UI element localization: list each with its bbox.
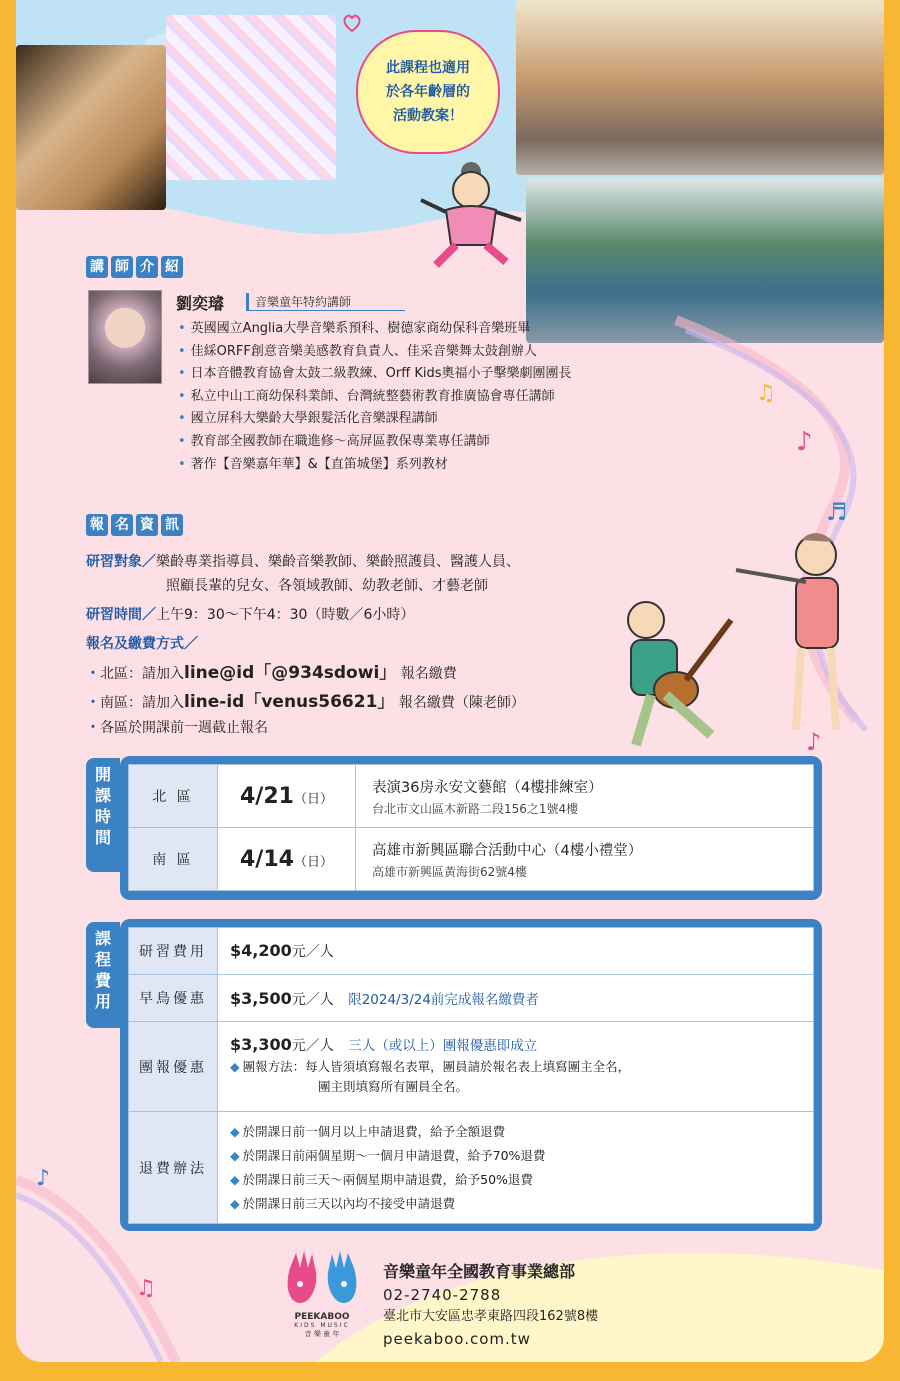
website-link[interactable]: peekaboo.com.tw (383, 1330, 531, 1348)
course-time: 研習時間／上午9：30～下午4：30（時數／6小時） (86, 607, 415, 623)
region-cell: 南 區 (129, 828, 218, 891)
credential-item: • 英國國立Anglia大學音樂系預科、樹德家商幼保科音樂班畢 (178, 318, 572, 341)
lecturer-credentials (178, 318, 572, 476)
kids-drawings-photo (166, 15, 336, 180)
lecturer-avatar (88, 290, 162, 384)
schedule-label: 開 課 時 間 (86, 758, 120, 872)
promo-text: 此課程也適用 於各年齡層的 活動教案！ (386, 60, 470, 124)
svg-text:♪: ♪ (36, 1166, 51, 1191)
heart-icon (341, 12, 363, 34)
date-cell: 4/14（日） (218, 828, 356, 891)
table-row (129, 765, 814, 828)
org-name: 音樂童年全國教育事業總部 (383, 1262, 576, 1281)
south-registration: ・南區：請加入line-id「venus56621」 報名繳費（陳老師） (86, 692, 525, 712)
svg-text:♫: ♫ (756, 381, 776, 406)
fee-value-cell: $3,500元／人 限2024/3/24前完成報名繳費者 (218, 975, 814, 1022)
registration-deadline: ・各區於開課前一週截止報名 (86, 720, 268, 736)
credential-item: • 私立中山工商幼保科業師、台灣統整藝術教育推廣協會專任講師 (178, 386, 572, 409)
table-row (129, 1022, 814, 1112)
lecturer-name: 劉奕璿 (176, 294, 225, 313)
poster-body (16, 0, 884, 1362)
fee-value-cell: $3,300元／人 三人（或以上）團報優惠即成立 ◆ 團報方法：每人皆須填寫報名表單，團員請於報名表上填寫團主全名， 團主則填寫所有團員全名。 (218, 1022, 814, 1112)
fee-label-cell: 早鳥優惠 (129, 975, 218, 1022)
target-audience: 研習對象／樂齡專業指導員、樂齡音樂教師、樂齡照護員、醫護人員、 (86, 554, 520, 570)
credential-item: • 著作【音樂嘉年華】&【直笛城堡】系列教材 (178, 454, 572, 477)
credential-item: • 國立屏科大樂齡大學銀髮活化音樂課程講師 (178, 408, 572, 431)
lecturer-section-label: 講 師 介 紹 (86, 256, 183, 278)
north-registration: ・北區：請加入line@id「@934sdowi」 報名繳費 (86, 663, 457, 683)
payment-method-label: 報名及繳費方式／ (86, 636, 198, 652)
credential-item: • 佳綵ORFF創意音樂美感教育負責人、佳采音樂舞太鼓創辦人 (178, 341, 572, 364)
credential-item: • 日本音體教育協會太鼓二級教練、Orff Kids奧福小子擊樂劇團團長 (178, 363, 572, 386)
svg-text:♬: ♬ (826, 498, 848, 526)
credential-item: • 教育部全國教師在職進修～高屏區教保專業專任講師 (178, 431, 572, 454)
promo-bubble (356, 30, 500, 154)
org-address: 臺北市大安區忠孝東路四段162號8樓 (383, 1309, 599, 1324)
south-line-id[interactable]: line-id「venus56621」 (184, 692, 395, 712)
svg-text:♪: ♪ (806, 728, 822, 756)
fees-label: 課 程 費 用 (86, 922, 120, 1028)
svg-text:♪: ♪ (796, 427, 813, 457)
region-cell: 北 區 (129, 765, 218, 828)
peekaboo-logo: PEEKABOO KIDS MUSIC 音 樂 童 年 (282, 1248, 362, 1346)
refund-rules-cell: ◆ 於開課日前一個月以上申請退費，給予全額退費 ◆ 於開課日前兩個星期～一個月申請退費，給予70%退費 ◆ 於開課日前三天～兩個星期申請退費，給予50%退費 ◆ 於開課日前三天以內均不接受申請退費 (218, 1112, 814, 1224)
hands-logo-icon (282, 1248, 362, 1308)
footer-contact (383, 1260, 598, 1350)
registration-section-label: 報 名 資 訊 (86, 514, 183, 536)
north-line-id[interactable]: line@id「@934sdowi」 (184, 663, 397, 683)
lecturer-title: 音樂童年特約講師 (246, 293, 405, 311)
fee-label-cell: 退費辦法 (129, 1112, 218, 1224)
grandma-illustration (416, 150, 526, 270)
musicians-illustration (616, 520, 856, 760)
target-audience-cont: 照顧長輩的兒女、各領域教師、幼教老師、才藝老師 (166, 578, 488, 594)
table-row (129, 975, 814, 1022)
table-row (129, 828, 814, 891)
seniors-dance-photo (516, 0, 884, 175)
fee-value-cell: $4,200元／人 (218, 928, 814, 975)
phone-number[interactable]: 02-2740-2788 (383, 1286, 502, 1304)
date-cell: 4/21（日） (218, 765, 356, 828)
svg-text:♫: ♫ (136, 1276, 156, 1301)
table-row (129, 928, 814, 975)
schedule-table (128, 764, 814, 891)
venue-cell: 表演36房永安文藝館（4樓排練室） 台北市文山區木新路二段156之1號4樓 (356, 765, 814, 828)
fee-label-cell: 團報優惠 (129, 1022, 218, 1112)
venue-cell: 高雄市新興區聯合活動中心（4樓小禮堂） 高雄市新興區黃海街62號4樓 (356, 828, 814, 891)
fee-label-cell: 研習費用 (129, 928, 218, 975)
wooden-toys-photo (16, 45, 166, 210)
